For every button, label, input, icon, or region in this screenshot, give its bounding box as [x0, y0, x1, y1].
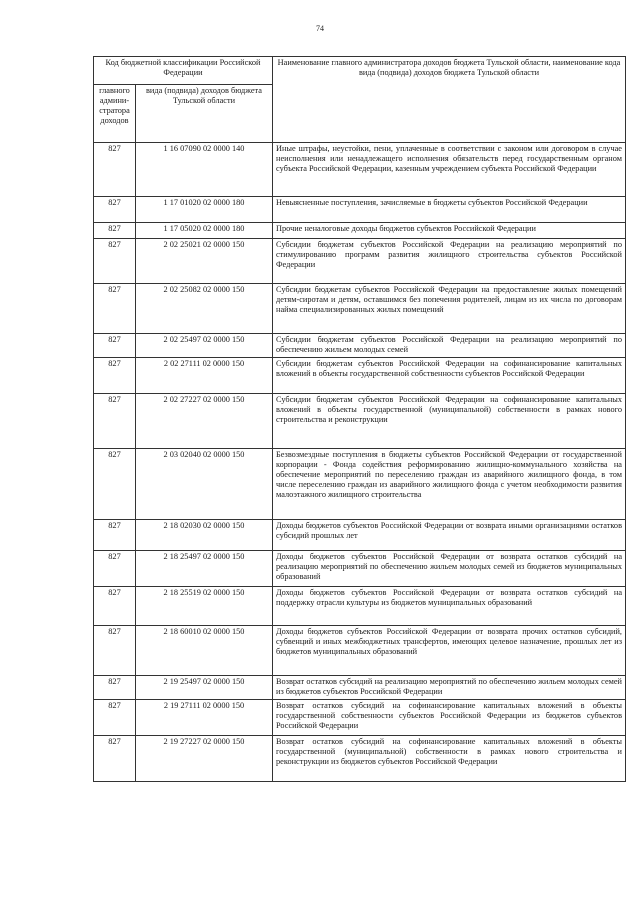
header-income-code: вида (подвида) доходов бюджета Тульской области: [136, 85, 273, 143]
table-row: [94, 334, 626, 358]
admin-code-cell: 827: [94, 551, 136, 587]
admin-code-cell: 827: [94, 700, 136, 736]
table-row: [94, 520, 626, 551]
admin-code-cell: 827: [94, 520, 136, 551]
admin-code-cell: 827: [94, 676, 136, 700]
income-name-cell: Безвозмездные поступления в бюджеты субъектов Российской Федерации от государственной корпорации - Фонда содействия реформированию жилищно-коммунального хозяйства на обеспечение мероприятий по переселению граждан из аварийного жилищного фонда, в том числе переселению граждан из аварийного жилищного фонда с учетом необходимости развития малоэтажного жилищного строительства: [273, 449, 626, 520]
table-row: [94, 587, 626, 626]
table-row: [94, 239, 626, 284]
admin-code-cell: 827: [94, 239, 136, 284]
admin-code-cell: 827: [94, 197, 136, 223]
income-name-cell: Возврат остатков субсидий на реализацию мероприятий по обеспечению жильем молодых семей из бюджетов субъектов Российской Федерации: [273, 676, 626, 700]
budget-classification-table: [93, 56, 626, 782]
table-row: [94, 551, 626, 587]
income-name-cell: Субсидии бюджетам субъектов Российской Федерации на софинансирование капитальных вложений в объекты государственной собственности субъектов Российской Федерации: [273, 358, 626, 394]
income-name-cell: Доходы бюджетов субъектов Российской Федерации от возврата прочих остатков субсидий, субвенций и иных межбюджетных трансфертов, имеющих целевое назначение, прошлых лет из бюджетов муниципальных образований: [273, 626, 626, 676]
page-number: 74: [316, 24, 324, 33]
income-code-cell: 2 03 02040 02 0000 150: [136, 449, 273, 520]
income-name-cell: Субсидии бюджетам субъектов Российской Федерации на реализацию мероприятий по обеспечению жильем молодых семей: [273, 334, 626, 358]
income-name-cell: Прочие неналоговые доходы бюджетов субъектов Российской Федерации: [273, 223, 626, 239]
table-row: [94, 143, 626, 197]
table-row: [94, 358, 626, 394]
income-code-cell: 2 02 25497 02 0000 150: [136, 334, 273, 358]
income-name-cell: Невыясненные поступления, зачисляемые в бюджеты субъектов Российской Федерации: [273, 197, 626, 223]
income-code-cell: 2 18 25497 02 0000 150: [136, 551, 273, 587]
table-row: [94, 700, 626, 736]
header-code-group: Код бюджетной классификации Российской Федерации: [94, 57, 273, 85]
income-name-cell: Возврат остатков субсидий на софинансирование капитальных вложений в объекты государственной собственности субъектов Российской Федерации из бюджетов субъектов Российской Федерации: [273, 700, 626, 736]
table-row: [94, 676, 626, 700]
income-code-cell: 1 17 05020 02 0000 180: [136, 223, 273, 239]
income-name-cell: Доходы бюджетов субъектов Российской Федерации от возврата остатков субсидий на реализацию мероприятий по обеспечению жильем молодых семей из бюджетов муниципальных образований: [273, 551, 626, 587]
table-row: [94, 284, 626, 334]
admin-code-cell: 827: [94, 358, 136, 394]
table-row: [94, 736, 626, 782]
admin-code-cell: 827: [94, 736, 136, 782]
table-body: [94, 143, 626, 782]
table-row: [94, 626, 626, 676]
income-code-cell: 2 19 25497 02 0000 150: [136, 676, 273, 700]
table-header: [94, 57, 626, 143]
income-code-cell: 2 02 25082 02 0000 150: [136, 284, 273, 334]
table-row: [94, 197, 626, 223]
admin-code-cell: 827: [94, 626, 136, 676]
income-name-cell: Субсидии бюджетам субъектов Российской Федерации на софинансирование капитальных вложений в объекты государственной (муниципальной) собственности в рамках нового строительства и реконструкции: [273, 394, 626, 449]
income-code-cell: 2 18 60010 02 0000 150: [136, 626, 273, 676]
table-row: [94, 449, 626, 520]
income-code-cell: 2 18 02030 02 0000 150: [136, 520, 273, 551]
income-name-cell: Доходы бюджетов субъектов Российской Федерации от возврата остатков субсидий на поддержку отрасли культуры из бюджетов муниципальных образований: [273, 587, 626, 626]
admin-code-cell: 827: [94, 143, 136, 197]
income-code-cell: 1 16 07090 02 0000 140: [136, 143, 273, 197]
admin-code-cell: 827: [94, 394, 136, 449]
income-code-cell: 2 19 27227 02 0000 150: [136, 736, 273, 782]
income-name-cell: Возврат остатков субсидий на софинансирование капитальных вложений в объекты государственной (муниципальной) собственности в рамках нового строительства и реконструкции из бюджетов субъектов Российской Федерации: [273, 736, 626, 782]
income-code-cell: 2 18 25519 02 0000 150: [136, 587, 273, 626]
admin-code-cell: 827: [94, 223, 136, 239]
admin-code-cell: 827: [94, 334, 136, 358]
income-name-cell: Субсидии бюджетам субъектов Российской Федерации на предоставление жилых помещений детям-сиротам и детям, оставшимся без попечения родителей, лицам из их числа по договорам найма специализированных жилых помещений: [273, 284, 626, 334]
header-admin-code: главного админи-стратора доходов: [94, 85, 136, 143]
table-row: [94, 223, 626, 239]
admin-code-cell: 827: [94, 284, 136, 334]
income-code-cell: 2 02 27111 02 0000 150: [136, 358, 273, 394]
table-row: [94, 394, 626, 449]
income-code-cell: 2 02 25021 02 0000 150: [136, 239, 273, 284]
income-name-cell: Доходы бюджетов субъектов Российской Федерации от возврата иными организациями остатков субсидий прошлых лет: [273, 520, 626, 551]
income-name-cell: Субсидии бюджетам субъектов Российской Федерации на реализацию мероприятий по стимулированию программ развития жилищного строительства субъектов Российской Федерации: [273, 239, 626, 284]
income-name-cell: Иные штрафы, неустойки, пени, уплаченные в соответствии с законом или договором в случае неисполнения или ненадлежащего исполнения обязательств перед государственным органом субъекта Российской Федерации, казенным учреждением субъекта Российской Федерации: [273, 143, 626, 197]
header-name-group: Наименование главного администратора доходов бюджета Тульской области, наименование кода вида (подвида) доходов бюджета Тульской области: [273, 57, 626, 143]
income-code-cell: 2 02 27227 02 0000 150: [136, 394, 273, 449]
admin-code-cell: 827: [94, 449, 136, 520]
income-code-cell: 2 19 27111 02 0000 150: [136, 700, 273, 736]
income-code-cell: 1 17 01020 02 0000 180: [136, 197, 273, 223]
admin-code-cell: 827: [94, 587, 136, 626]
